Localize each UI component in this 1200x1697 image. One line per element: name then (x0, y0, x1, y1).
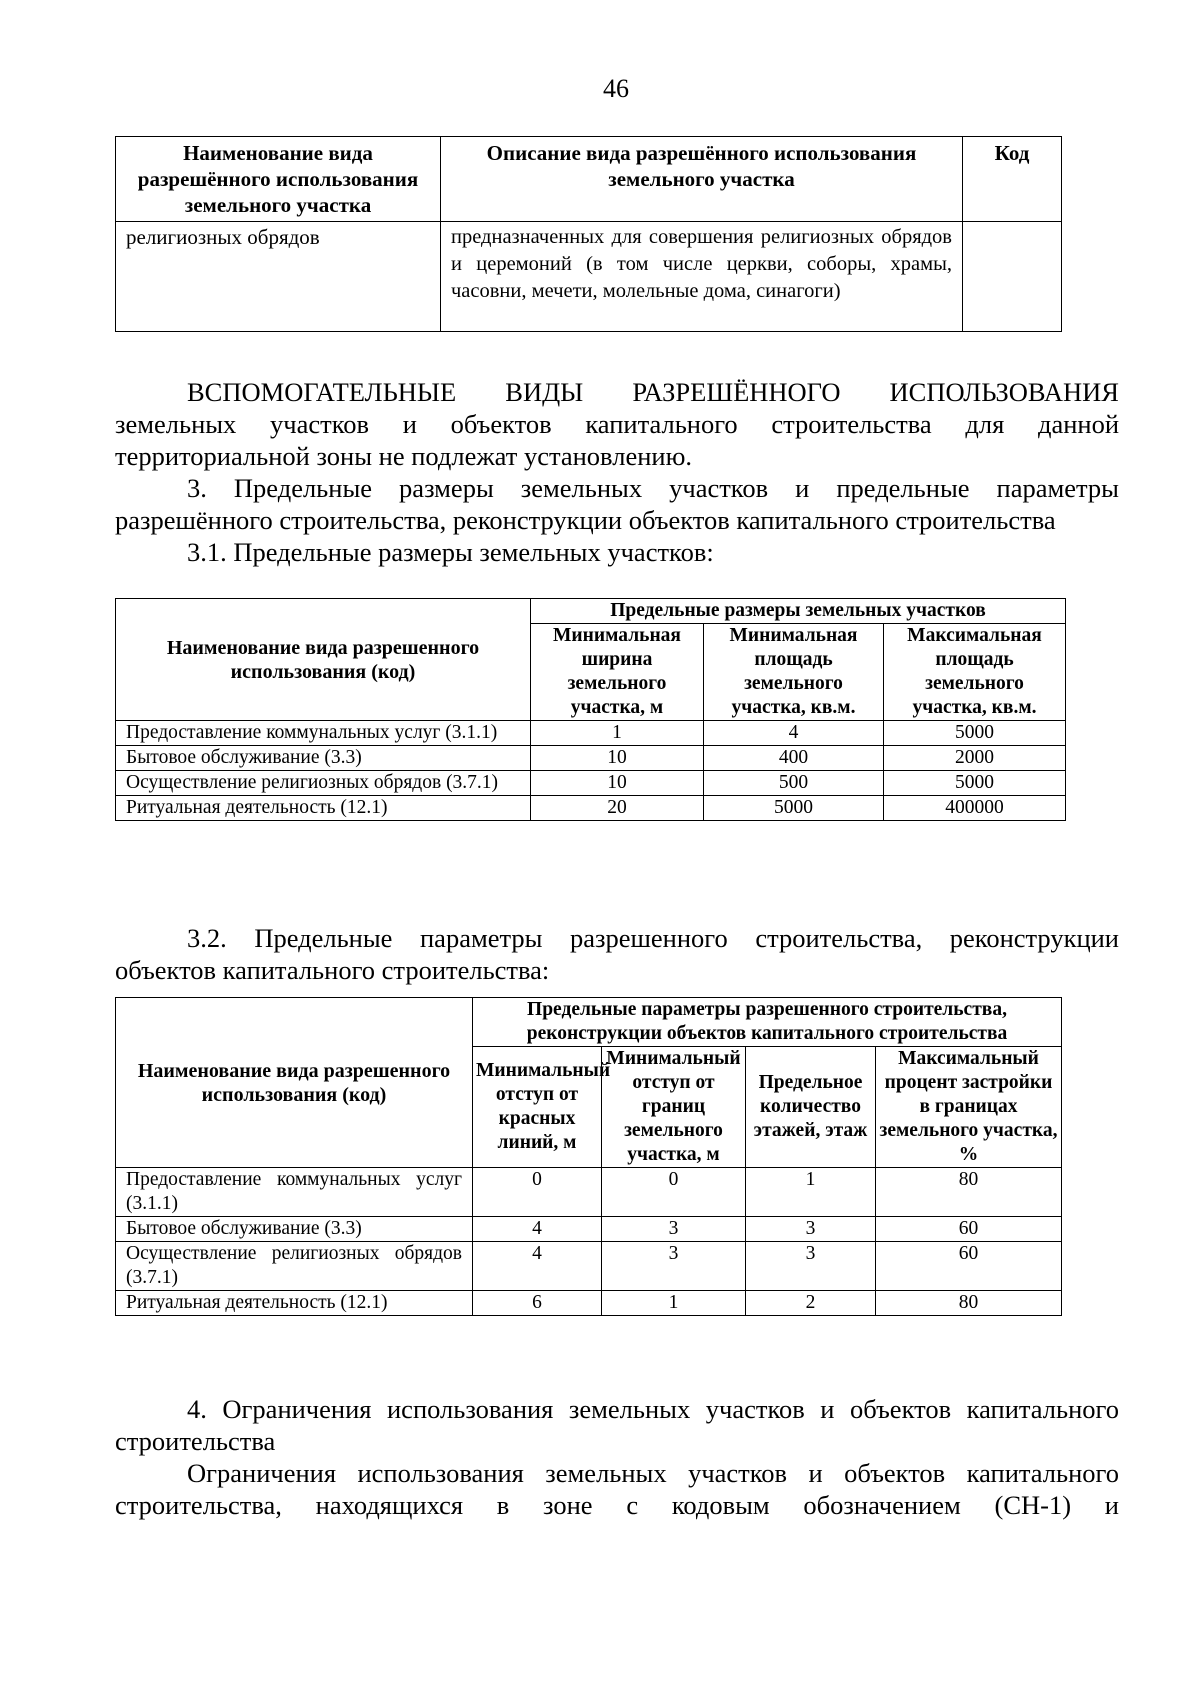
paragraph-section-3-1: 3.1. Предельные размеры земельных участков: (187, 537, 714, 567)
cell-value: 10 (531, 746, 704, 771)
cell-value: 1 (746, 1168, 876, 1217)
header-name: Наименование вида разрешённого использования земельного участка (116, 137, 441, 222)
header-min-area: Минимальная площадь земельного участка, кв.м. (704, 624, 884, 721)
table-row (116, 746, 1066, 771)
table-row (116, 1242, 1062, 1291)
cell-name: Предоставление коммунальных услуг (3.1.1) (116, 721, 531, 746)
table-header-row (116, 137, 1062, 222)
paragraph-section-3: 3. Предельные размеры земельных участков и предельные параметры разрешённого строительства, реконструкции объектов капитального строительства (115, 473, 1119, 535)
page-number: 46 (603, 74, 629, 103)
cell-value: 0 (473, 1168, 602, 1217)
table-row (116, 796, 1066, 821)
cell-value: 1 (531, 721, 704, 746)
paragraph-section-4-body: Ограничения использования земельных участков и объектов капитального строительства, находящихся в зоне с кодовым обозначением (СН-1) и (115, 1458, 1119, 1520)
cell-value: 3 (746, 1217, 876, 1242)
cell-name: Бытовое обслуживание (3.3) (116, 746, 531, 771)
header-group: Предельные параметры разрешенного строительства, реконструкции объектов капитального строительства (473, 998, 1062, 1047)
header-code: Код (963, 137, 1062, 222)
header-max-floors: Предельное количество этажей, этаж (746, 1047, 876, 1168)
cell-name: религиозных обрядов (116, 222, 441, 332)
cell-value: 3 (746, 1242, 876, 1291)
cell-value: 5000 (704, 796, 884, 821)
cell-value: 5000 (884, 771, 1066, 796)
header-group: Предельные размеры земельных участков (531, 599, 1066, 624)
cell-value: 400 (704, 746, 884, 771)
table-header-row (116, 599, 1066, 624)
table-row (116, 1217, 1062, 1242)
cell-value: 2000 (884, 746, 1066, 771)
cell-value: 3 (602, 1217, 746, 1242)
table-row (116, 222, 1062, 332)
cell-value: 500 (704, 771, 884, 796)
header-min-width: Минимальная ширина земельного участка, м (531, 624, 704, 721)
cell-name: Ритуальная деятельность (12.1) (116, 1291, 473, 1316)
paragraph-section-3-2: 3.2. Предельные параметры разрешенного строительства, реконструкции объектов капитального строительства: (115, 923, 1119, 985)
cell-value: 5000 (884, 721, 1066, 746)
cell-name: Бытовое обслуживание (3.3) (116, 1217, 473, 1242)
construction-parameters-table (115, 997, 1062, 1316)
cell-value: 6 (473, 1291, 602, 1316)
cell-value: 1 (602, 1291, 746, 1316)
cell-value: 0 (602, 1168, 746, 1217)
cell-value: 4 (704, 721, 884, 746)
header-use-name: Наименование вида разрешенного использования (код) (116, 599, 531, 721)
cell-value: 20 (531, 796, 704, 821)
header-description: Описание вида разрешённого использования земельного участка (441, 137, 963, 222)
cell-value: 10 (531, 771, 704, 796)
header-max-area: Максимальная площадь земельного участка, кв.м. (884, 624, 1066, 721)
table-row (116, 721, 1066, 746)
cell-value: 80 (876, 1168, 1062, 1217)
paragraph-auxiliary-uses: ВСПОМОГАТЕЛЬНЫЕ ВИДЫ РАЗРЕШЁННОГО ИСПОЛЬЗОВАНИЯ земельных участков и объектов капитального строительства для данной территориальной зоны не подлежат установлению. (115, 377, 1119, 471)
cell-code (963, 222, 1062, 332)
cell-name: Осуществление религиозных обрядов (3.7.1) (116, 1242, 473, 1291)
table-row (116, 1291, 1062, 1316)
cell-name: Предоставление коммунальных услуг (3.1.1) (116, 1168, 473, 1217)
header-min-setback-boundaries: Минимальный отступ от границ земельного участка, м (602, 1047, 746, 1168)
cell-description: предназначенных для совершения религиозных обрядов и церемоний (в том числе церкви, соборы, храмы, часовни, мечети, молельные дома, синагоги) (441, 222, 963, 332)
cell-value: 60 (876, 1242, 1062, 1291)
header-max-coverage: Максимальный процент застройки в границах земельного участка, % (876, 1047, 1062, 1168)
cell-value: 400000 (884, 796, 1066, 821)
cell-name: Осуществление религиозных обрядов (3.7.1) (116, 771, 531, 796)
cell-value: 4 (473, 1217, 602, 1242)
table-row (116, 771, 1066, 796)
cell-value: 3 (602, 1242, 746, 1291)
cell-value: 4 (473, 1242, 602, 1291)
header-min-setback-red-lines: Минимальный отступ от красных линий, м (473, 1047, 602, 1168)
cell-value: 80 (876, 1291, 1062, 1316)
cell-value: 2 (746, 1291, 876, 1316)
permitted-use-table (115, 136, 1062, 332)
header-use-name: Наименование вида разрешенного использования (код) (116, 998, 473, 1168)
paragraph-section-4: 4. Ограничения использования земельных участков и объектов капитального строительства (115, 1394, 1119, 1456)
cell-value: 60 (876, 1217, 1062, 1242)
table-header-row (116, 998, 1062, 1047)
land-plot-size-table (115, 598, 1066, 821)
cell-name: Ритуальная деятельность (12.1) (116, 796, 531, 821)
table-row (116, 1168, 1062, 1217)
